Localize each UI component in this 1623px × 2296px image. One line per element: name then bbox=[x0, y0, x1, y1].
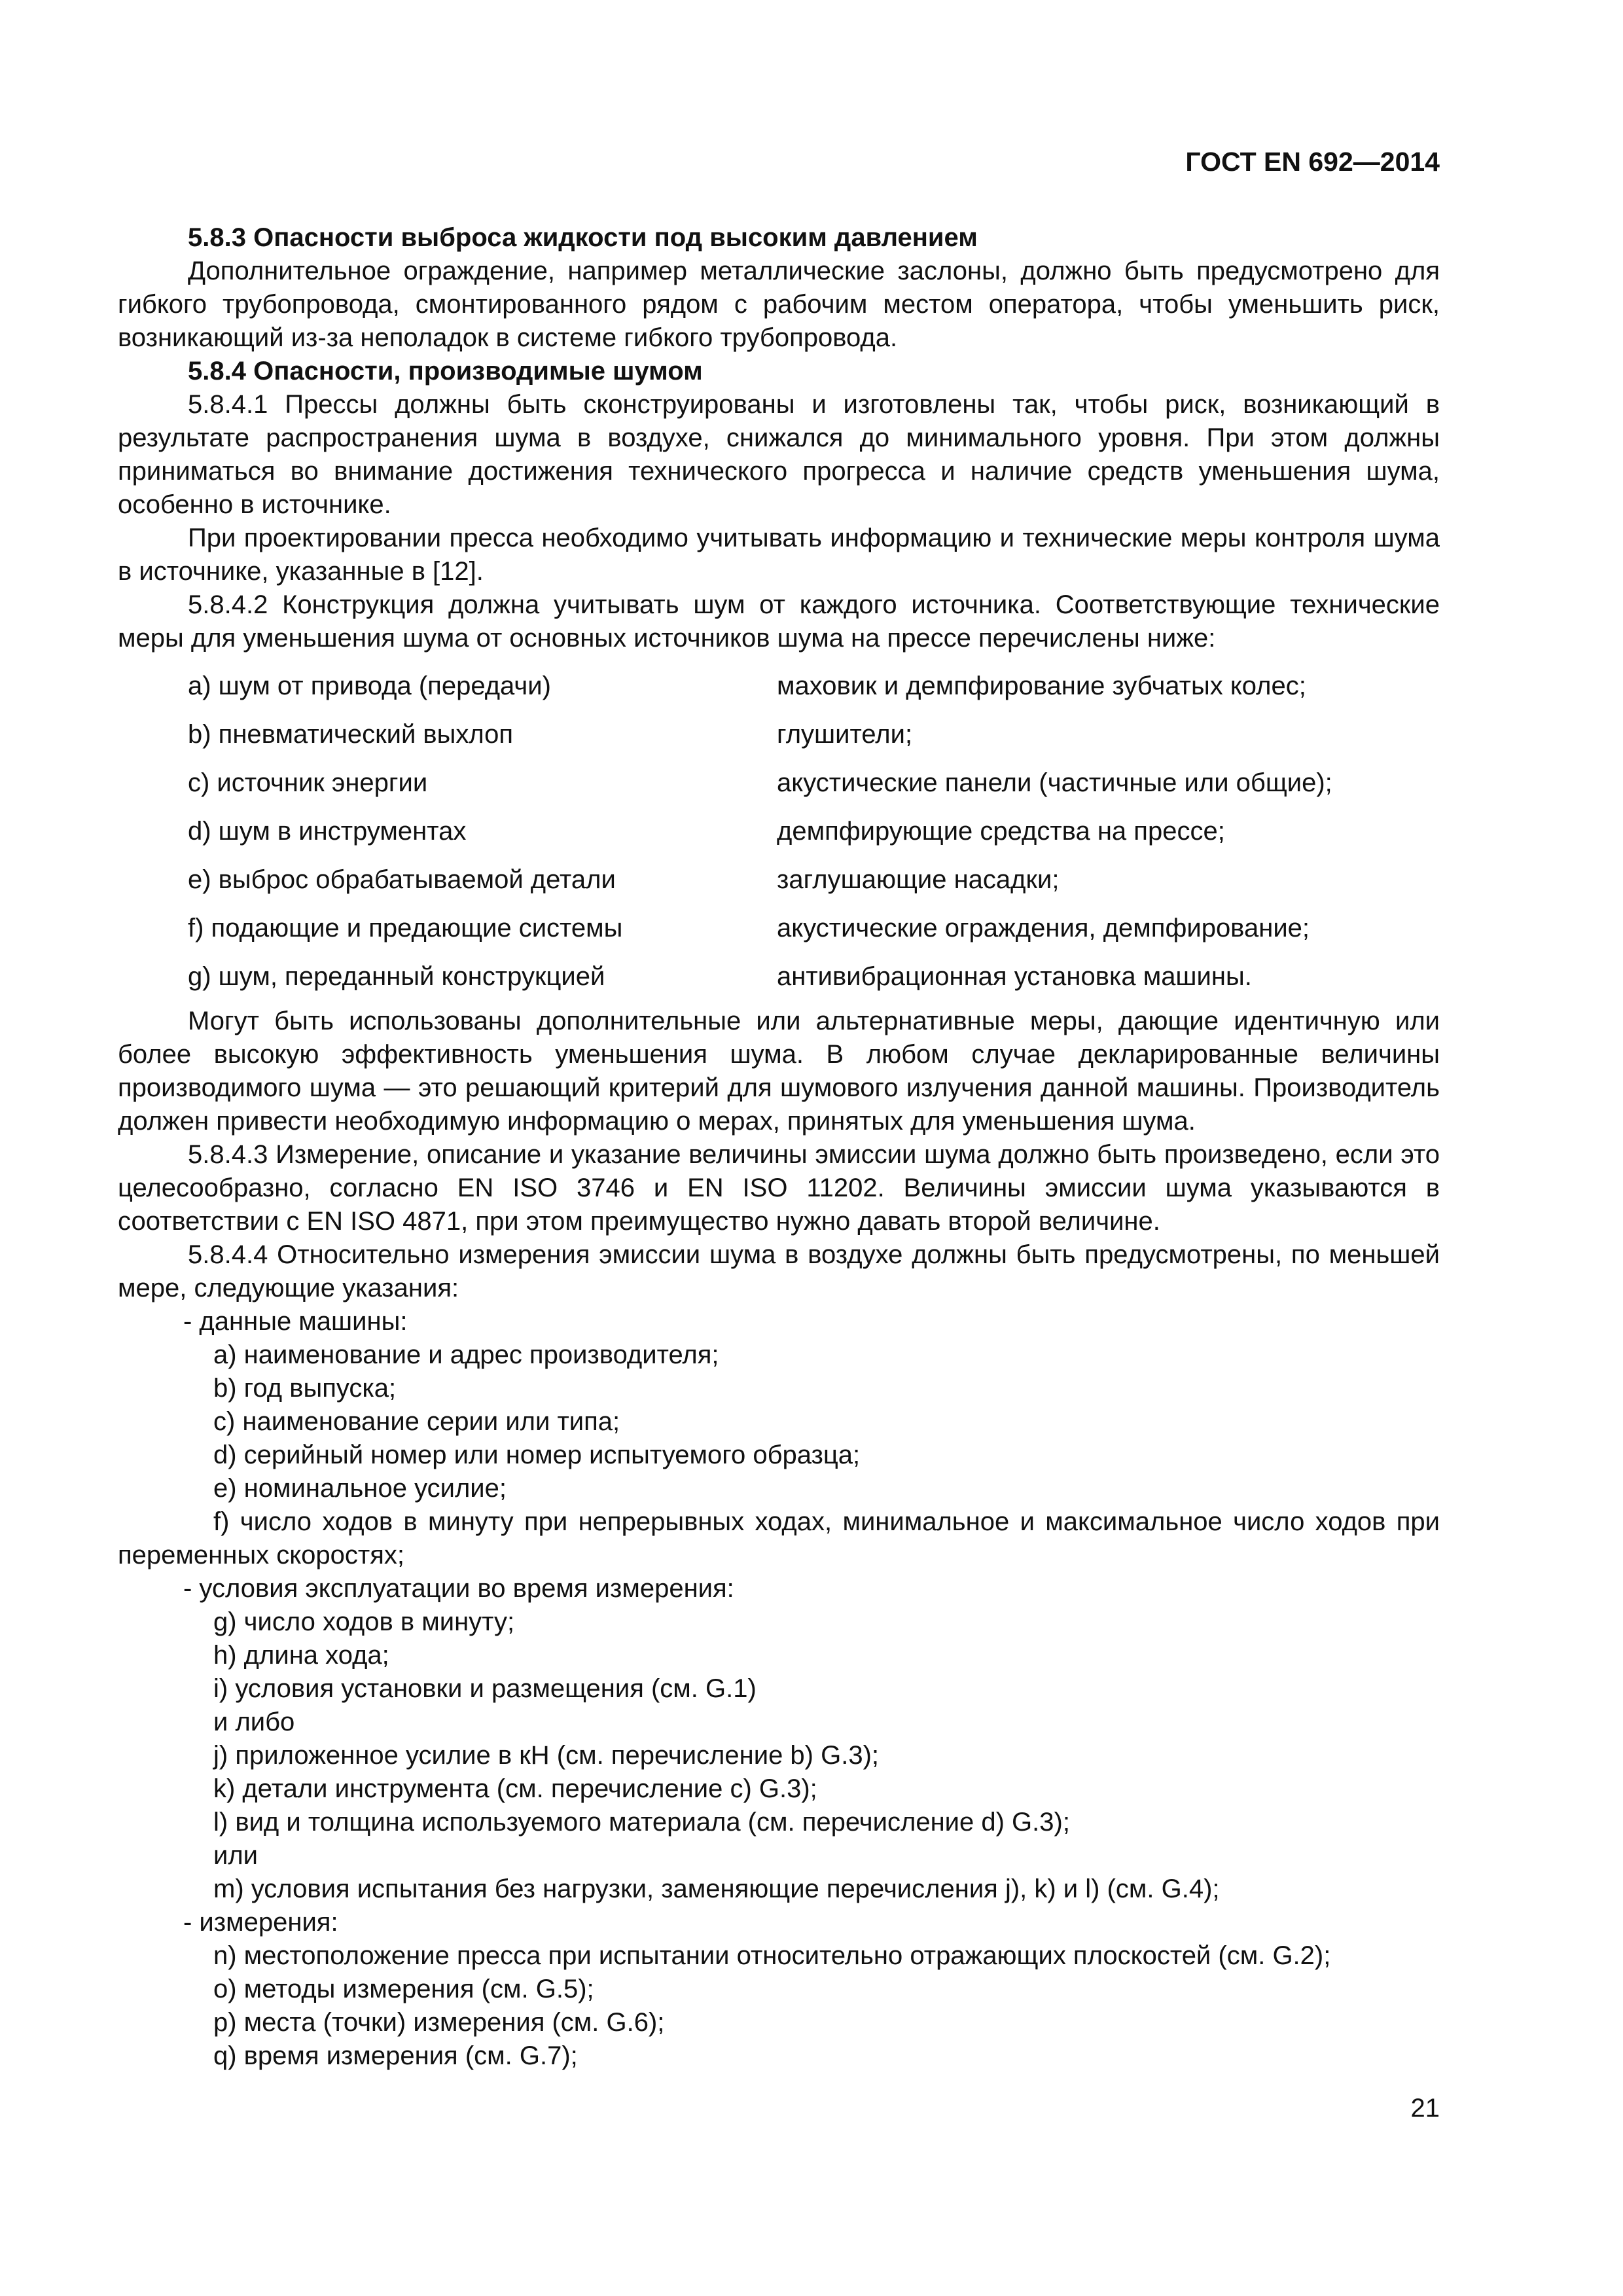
list-item: h) длина хода; bbox=[213, 1641, 389, 1670]
page-content bbox=[118, 221, 1440, 2073]
noise-source: b) пневматический выхлоп bbox=[188, 719, 514, 749]
noise-measure: заглушающие насадки; bbox=[777, 865, 1060, 894]
list-item: p) места (точки) измерения (см. G.6); bbox=[213, 2008, 665, 2037]
table-row bbox=[118, 904, 1440, 952]
table-row bbox=[118, 855, 1440, 904]
list-heading-machine-data: - данные машины: bbox=[183, 1307, 408, 1336]
noise-measure: демпфирующие средства на прессе; bbox=[777, 816, 1225, 846]
list-item: m) условия испытания без нагрузки, заменяющие перечисления j), k) и l) (см. G.4); bbox=[213, 1874, 1220, 1903]
paragraph-design-info: При проектировании пресса необходимо учитывать информацию и технические меры контроля шума в источнике, указанные в [12]. bbox=[118, 524, 1440, 586]
section-5-8-3-title: 5.8.3 Опасности выброса жидкости под высоким давлением bbox=[188, 223, 978, 252]
list-item: j) приложенное усилие в кН (см. перечисление b) G.3); bbox=[213, 1741, 880, 1770]
list-item: d) серийный номер или номер испытуемого образца; bbox=[213, 1441, 861, 1469]
list-connector: и либо bbox=[213, 1708, 295, 1736]
section-5-8-3-paragraph: Дополнительное ограждение, например металлические заслоны, должно быть предусмотрено для гибкого трубопровода, смонтированного рядом с рабочим местом оператора, чтобы уменьшить риск, возникающий из-за неполадок в системе гибкого трубопровода. bbox=[118, 257, 1440, 352]
paragraph-5-8-4-1: 5.8.4.1 Прессы должны быть сконструированы и изготовлены так, чтобы риск, возникающий в результате распространения шума в воздухе, снижался до минимального уровня. При этом должны приниматься во внимание достижения технического прогресса и наличие средств уменьшения шума, особенно в источнике. bbox=[118, 390, 1440, 519]
paragraph-5-8-4-3: 5.8.4.3 Измерение, описание и указание величины эмиссии шума должно быть произведено, если это целесообразно, согласно EN ISO 3746 и EN ISO 11202. Величины эмиссии шума указываются в соответствии с EN ISO 4871, при этом преимущество нужно давать второй величине. bbox=[118, 1140, 1440, 1236]
noise-source: e) выброс обрабатываемой детали bbox=[188, 865, 616, 894]
list-item: i) условия установки и размещения (см. G.1) bbox=[213, 1674, 757, 1703]
list-heading-measurements: - измерения: bbox=[183, 1908, 338, 1937]
noise-measure: акустические панели (частичные или общие); bbox=[777, 768, 1332, 797]
noise-measure: акустические ограждения, демпфирование; bbox=[777, 913, 1310, 942]
document-code: ГОСТ EN 692—2014 bbox=[1185, 147, 1440, 177]
list-item: b) год выпуска; bbox=[213, 1374, 397, 1403]
list-item: g) число ходов в минуту; bbox=[213, 1607, 515, 1636]
noise-source: f) подающие и предающие системы bbox=[188, 913, 623, 942]
section-5-8-4-title: 5.8.4 Опасности, производимые шумом bbox=[188, 357, 703, 386]
noise-measure: антивибрационная установка машины. bbox=[777, 961, 1252, 991]
paragraph-5-8-4-4: 5.8.4.4 Относительно измерения эмиссии шума в воздухе должны быть предусмотрены, по меньшей мере, следующие указания: bbox=[118, 1240, 1440, 1302]
list-item: l) вид и толщина используемого материала (см. перечисление d) G.3); bbox=[213, 1808, 1070, 1837]
noise-source: a) шум от привода (передачи) bbox=[188, 671, 551, 700]
list-item: o) методы измерения (см. G.5); bbox=[213, 1975, 594, 2003]
table-row bbox=[118, 952, 1440, 1001]
list-item: k) детали инструмента (см. перечисление c) G.3); bbox=[213, 1774, 817, 1803]
table-row bbox=[118, 807, 1440, 855]
list-item: a) наименование и адрес производителя; bbox=[213, 1340, 719, 1369]
paragraph-alternative-measures: Могут быть использованы дополнительные или альтернативные меры, дающие идентичную или более высокую эффективность уменьшения шума. В любом случае декларированные величины производимого шума — это решающий критерий для шумового излучения данной машины. Производитель должен привести необходимую информацию о мерах, принятых для уменьшения шума. bbox=[118, 1007, 1440, 1136]
list-connector: или bbox=[213, 1841, 259, 1870]
noise-measure: глушители; bbox=[777, 719, 913, 749]
list-item: q) время измерения (см. G.7); bbox=[213, 2041, 578, 2070]
noise-source: g) шум, переданный конструкцией bbox=[188, 961, 605, 991]
page-number: 21 bbox=[1410, 2094, 1440, 2123]
list-heading-operating-conditions: - условия эксплуатации во время измерения: bbox=[183, 1574, 734, 1603]
list-item: n) местоположение пресса при испытании относительно отражающих плоскостей (см. G.2); bbox=[213, 1941, 1331, 1970]
noise-measures-table bbox=[118, 662, 1440, 1001]
list-item: e) номинальное усилие; bbox=[213, 1474, 507, 1503]
noise-source: c) источник энергии bbox=[188, 768, 428, 797]
table-row bbox=[118, 710, 1440, 759]
table-row bbox=[118, 759, 1440, 807]
noise-measure: маховик и демпфирование зубчатых колес; bbox=[777, 671, 1306, 700]
list-item-wrapped: f) число ходов в минуту при непрерывных ходах, минимальное и максимальное число ходов при переменных скоростях; bbox=[118, 1507, 1440, 1570]
noise-source: d) шум в инструментах bbox=[188, 816, 467, 846]
paragraph-5-8-4-2: 5.8.4.2 Конструкция должна учитывать шум от каждого источника. Соответствующие технические меры для уменьшения шума от основных источников шума на прессе перечислены ниже: bbox=[118, 590, 1440, 653]
list-item: c) наименование серии или типа; bbox=[213, 1407, 620, 1436]
table-row bbox=[118, 662, 1440, 710]
